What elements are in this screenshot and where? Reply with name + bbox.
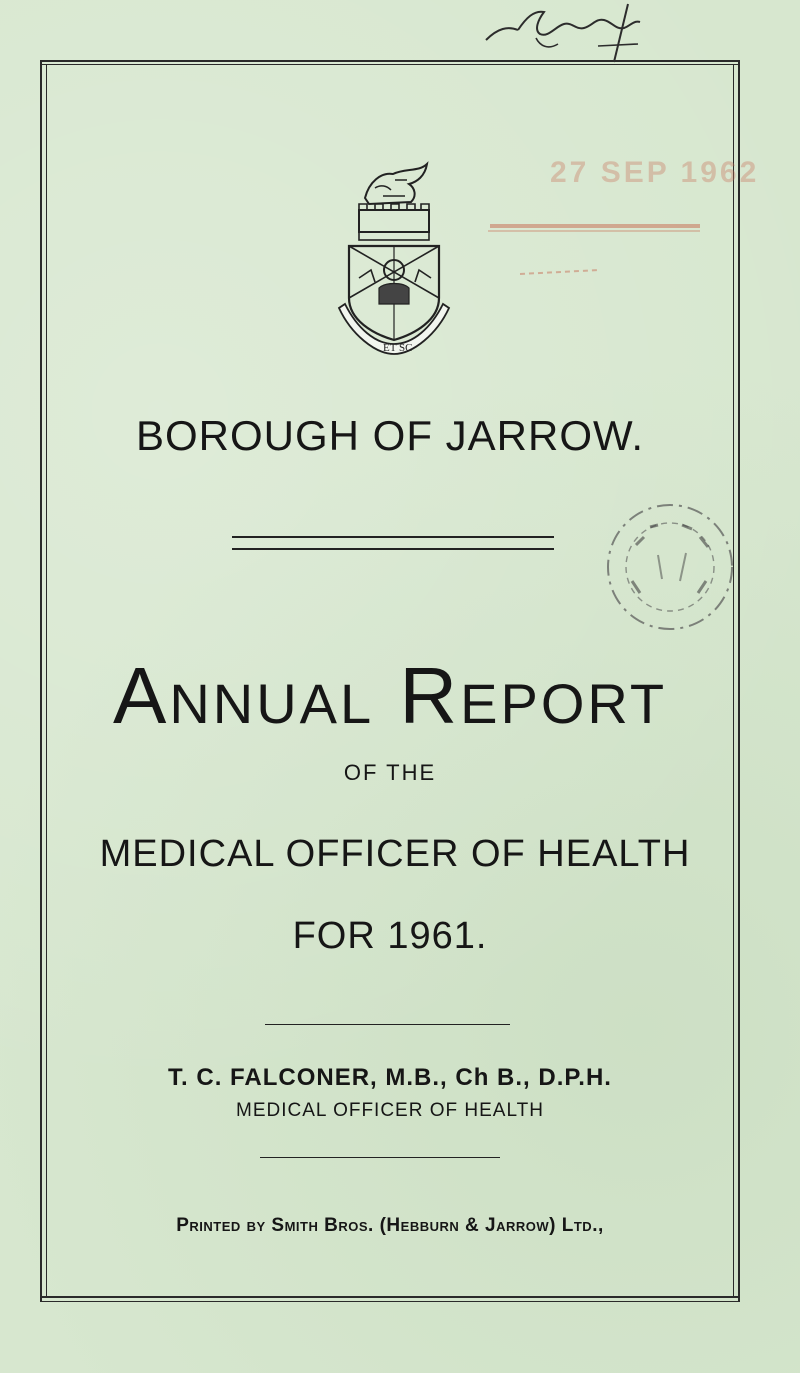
borough-crest-icon: [335, 158, 453, 358]
report-title: Annual Report: [112, 651, 668, 740]
handwritten-signature: [478, 0, 678, 62]
svg-text:27 SEP 1962: 27 SEP 1962: [550, 156, 760, 189]
report-subject: MEDICAL OFFICER OF HEALTH: [99, 833, 691, 875]
author-divider-top: [265, 1024, 510, 1025]
of-the-text: OF THE: [343, 760, 437, 785]
title-divider: [232, 536, 554, 550]
printer-imprint: Printed by Smith Bros. (Hebburn & Jarrow) Ltd.,: [176, 1215, 604, 1236]
date-stamp: [470, 128, 760, 298]
frame-border-top-inner: [40, 64, 740, 65]
borough-name: BOROUGH OF JARROW.: [135, 412, 644, 459]
frame-border-bottom: [40, 1296, 740, 1298]
crest-motto-text: ET SC: [383, 342, 413, 354]
library-seal-icon: [600, 497, 740, 637]
author-divider-bottom: [260, 1157, 500, 1158]
report-year: FOR 1961.: [292, 915, 488, 957]
author-name: T. C. FALCONER, M.B., Ch B., D.P.H.: [168, 1064, 612, 1091]
author-role: MEDICAL OFFICER OF HEALTH: [236, 1100, 544, 1121]
frame-border-bottom-inner: [40, 1301, 740, 1302]
